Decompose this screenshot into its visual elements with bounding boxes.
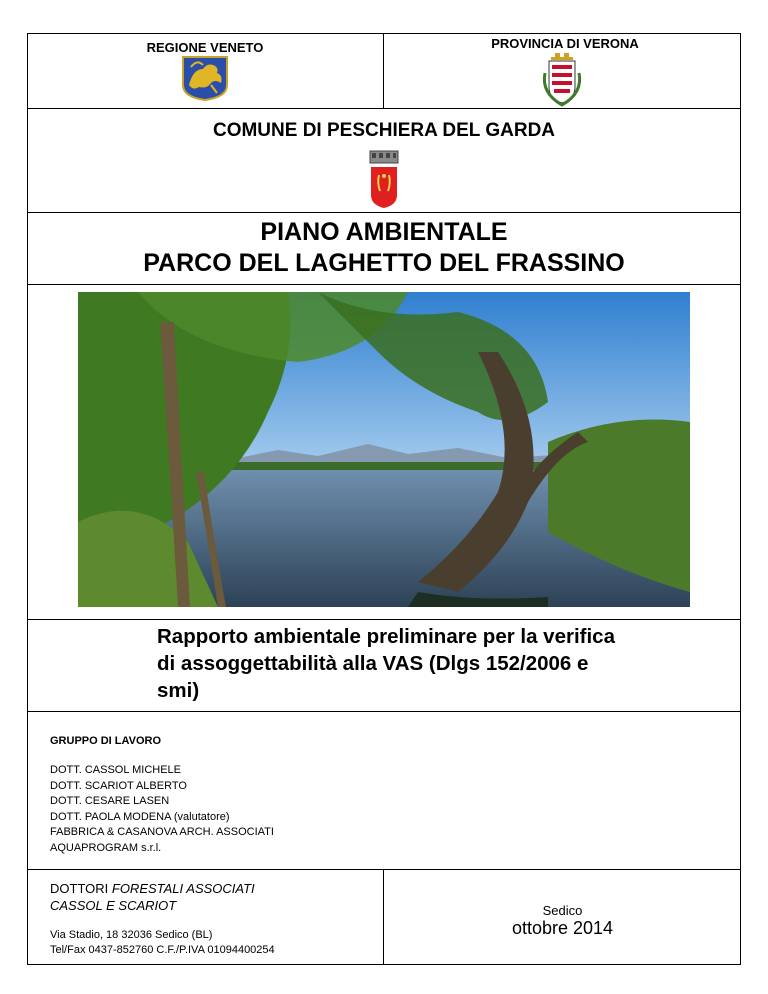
firm-contacts: Tel/Fax 0437-852760 C.F./P.IVA 01094400254 bbox=[50, 944, 275, 956]
firm-prefix: DOTTORI bbox=[50, 881, 112, 896]
report-title-line1: Rapporto ambientale preliminare per la verifica bbox=[157, 625, 615, 648]
date-label: ottobre 2014 bbox=[511, 918, 614, 938]
plan-title-line2: PARCO DEL LAGHETTO DEL FRASSINO bbox=[143, 249, 625, 277]
divider-2 bbox=[27, 212, 741, 213]
team-member: DOTT. CASSOL MICHELE bbox=[50, 764, 182, 776]
team-member: DOTT. PAOLA MODENA (valutatore) bbox=[50, 810, 230, 823]
province-label: PROVINCIA DI VERONA bbox=[491, 36, 639, 51]
team-member: AQUAPROGRAM s.r.l. bbox=[50, 841, 162, 854]
firm-name bbox=[50, 880, 255, 914]
firm-name-part2: CASSOL E SCARIOT bbox=[50, 898, 177, 913]
peschiera-coat-of-arms-icon bbox=[368, 149, 400, 209]
team-member: DOTT. SCARIOT ALBERTO bbox=[50, 779, 187, 792]
verona-coat-of-arms-icon bbox=[539, 53, 585, 107]
lake-photo bbox=[78, 292, 690, 607]
divider-5 bbox=[27, 711, 741, 712]
veneto-lion-emblem-icon bbox=[181, 55, 229, 101]
divider-3 bbox=[27, 284, 741, 285]
report-title-line2: di assoggettabilità alla VAS (Dlgs 152/2006 e bbox=[157, 652, 589, 675]
team-list bbox=[50, 763, 274, 856]
firm-address: Via Stadio, 18 32036 Sedico (BL) bbox=[50, 929, 213, 941]
municipality-title: COMUNE DI PESCHIERA DEL GARDA bbox=[212, 120, 556, 141]
place-label: Sedico bbox=[542, 903, 583, 918]
divider-4 bbox=[27, 619, 741, 620]
divider-6 bbox=[27, 869, 741, 870]
report-title-line3: smi) bbox=[157, 679, 200, 702]
region-label: REGIONE VENETO bbox=[146, 40, 264, 55]
firm-name-part1: FORESTALI ASSOCIATI bbox=[111, 881, 255, 896]
plan-title-line1: PIANO AMBIENTALE bbox=[260, 218, 508, 246]
team-heading: GRUPPO DI LAVORO bbox=[50, 735, 162, 747]
divider-1 bbox=[27, 108, 741, 109]
header-divider bbox=[383, 33, 384, 109]
team-member: DOTT. CESARE LASEN bbox=[50, 795, 170, 807]
team-member: FABBRICA & CASANOVA ARCH. ASSOCIATI bbox=[50, 826, 274, 838]
